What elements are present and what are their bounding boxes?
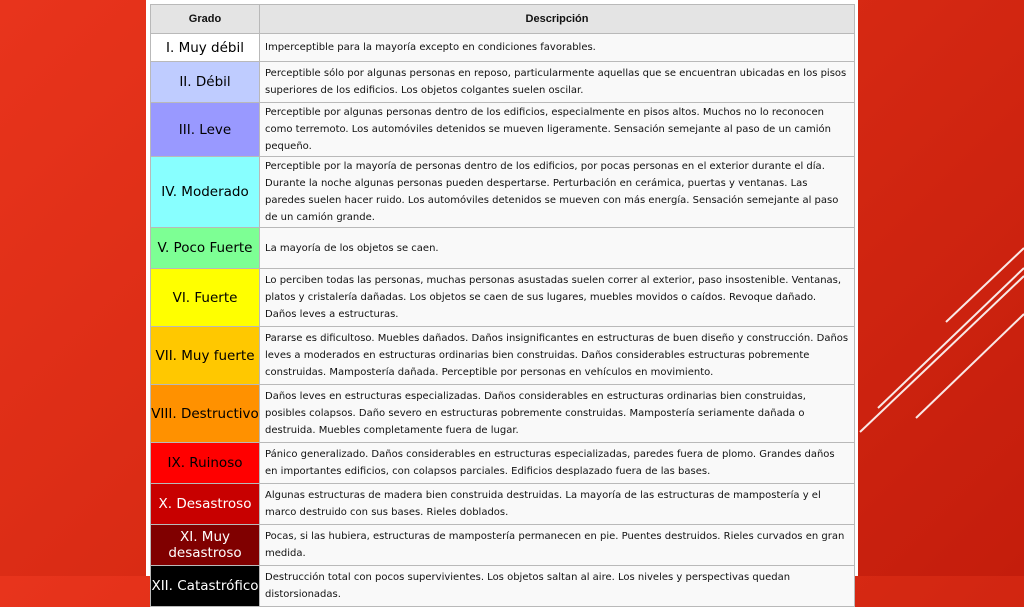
grade-cell: VII. Muy fuerte [151, 327, 260, 385]
grade-cell: XII. Catastrófico [151, 566, 260, 607]
table-row [151, 62, 855, 103]
description-cell: Pánico generalizado. Daños considerables en estructuras especializadas, paredes fuera de plomo. Grandes daños en importantes edificios, con colapsos parciales. Edificios desplazado fuera de las bases. [260, 443, 855, 484]
grade-cell: VIII. Destructivo [151, 385, 260, 443]
grade-cell: IV. Moderado [151, 157, 260, 228]
grade-column-header: Grado [151, 5, 260, 34]
table-body [151, 34, 855, 607]
description-cell: Perceptible sólo por algunas personas en reposo, particularmente aquellas que se encuentran ubicadas en los pisos superiores de los edificios. Los objetos colgantes suelen oscilar. [260, 62, 855, 103]
grade-cell: II. Débil [151, 62, 260, 103]
table-row [151, 269, 855, 327]
description-cell: Lo perciben todas las personas, muchas personas asustadas suelen correr al exterior, paso insostenible. Ventanas, platos y cristalería dañadas. Los objetos se caen de sus lugares, muebles movidos o caídos. Revoque dañado. Daños leves a estructuras. [260, 269, 855, 327]
table-row [151, 385, 855, 443]
table-row [151, 103, 855, 157]
description-cell: La mayoría de los objetos se caen. [260, 228, 855, 269]
description-cell: Algunas estructuras de madera bien construida destruidas. La mayoría de las estructuras de mampostería y el marco destruido con sus bases. Rieles doblados. [260, 484, 855, 525]
mercalli-intensity-table [150, 4, 855, 607]
table-row [151, 327, 855, 385]
grade-cell: XI. Muy desastroso [151, 525, 260, 566]
description-cell: Perceptible por la mayoría de personas dentro de los edificios, por pocas personas en el exterior durante el día. Durante la noche algunas personas pueden despertarse. Perturbación en cerámica, puertas y ventanas. Las paredes suelen hacer ruido. Los automóviles detenidos se mueven con más energía. Sensación semejante al paso de un camión grande. [260, 157, 855, 228]
table-row [151, 443, 855, 484]
description-cell: Daños leves en estructuras especializadas. Daños considerables en estructuras ordinarias bien construidas, posibles colapsos. Daño severo en estructuras pobremente construidas. Mampostería seriamente dañada o destruida. Muebles completamente fuera de lugar. [260, 385, 855, 443]
grade-cell: VI. Fuerte [151, 269, 260, 327]
grade-cell: IX. Ruinoso [151, 443, 260, 484]
description-cell: Pocas, si las hubiera, estructuras de mampostería permanecen en pie. Puentes destruidos. Rieles curvados en gran medida. [260, 525, 855, 566]
description-column-header: Descripción [260, 5, 855, 34]
table-row [151, 228, 855, 269]
description-cell: Pararse es dificultoso. Muebles dañados. Daños insignificantes en estructuras de buen diseño y construcción. Daños leves a moderados en estructuras ordinarias bien construidas. Daños considerables estructuras pobremente construidas. Mampostería dañada. Perceptible por personas en vehículos en movimiento. [260, 327, 855, 385]
description-cell: Imperceptible para la mayoría excepto en condiciones favorables. [260, 34, 855, 62]
table-row [151, 157, 855, 228]
grade-cell: III. Leve [151, 103, 260, 157]
table-header-row [151, 5, 855, 34]
description-cell: Destrucción total con pocos supervivientes. Los objetos saltan al aire. Los niveles y perspectivas quedan distorsionadas. [260, 566, 855, 607]
grade-cell: V. Poco Fuerte [151, 228, 260, 269]
table-row [151, 484, 855, 525]
table-row [151, 566, 855, 607]
grade-cell: X. Desastroso [151, 484, 260, 525]
intensity-table-panel [146, 0, 858, 600]
description-cell: Perceptible por algunas personas dentro de los edificios, especialmente en pisos altos. Muchos no lo reconocen como terremoto. Los automóviles detenidos se mueven ligeramente. Sensación semejante al paso de un camión pequeño. [260, 103, 855, 157]
table-row [151, 525, 855, 566]
table-row [151, 34, 855, 62]
grade-cell: I. Muy débil [151, 34, 260, 62]
